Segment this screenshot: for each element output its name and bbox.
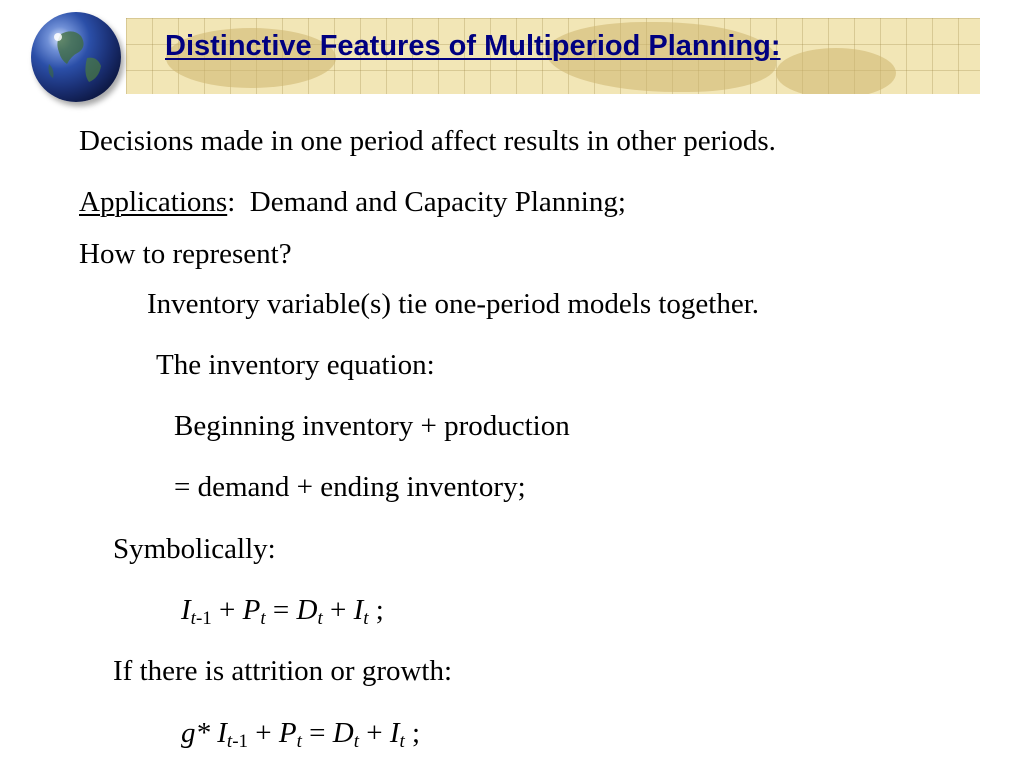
eq2-sub-t: t — [226, 731, 233, 752]
eq2-sub-p: t — [296, 731, 302, 752]
body-line-inventory-equation: The inventory equation: — [156, 349, 435, 381]
applications-text: Demand and Capacity Planning; — [249, 186, 626, 218]
eq1-I-2: I — [353, 594, 364, 626]
eq1-plus-2: + — [322, 594, 354, 626]
eq2-g: g* — [181, 717, 218, 749]
body-line-demand-ending: = demand + ending inventory; — [174, 471, 526, 503]
eq2-D: D — [332, 717, 354, 749]
eq2-I: I — [217, 717, 227, 749]
body-line-inventory-variables: Inventory variable(s) tie one-period models together. — [147, 288, 760, 320]
eq2-plus: + — [248, 717, 279, 749]
eq2-sub-minus-one: -1 — [232, 731, 249, 752]
body-line-how-to-represent: How to represent? — [79, 238, 292, 270]
eq1-sub-minus-one: -1 — [195, 608, 212, 629]
body-line-symbolically: Symbolically: — [113, 533, 276, 565]
applications-colon: : — [227, 186, 236, 218]
eq2-I-2: I — [389, 717, 400, 749]
eq2-semicolon: ; — [404, 717, 421, 749]
inventory-equation-2 — [181, 717, 421, 752]
globe-icon — [31, 12, 121, 102]
body-line-applications — [79, 188, 626, 217]
eq1-sub-d: t — [317, 608, 323, 629]
eq1-I: I — [181, 594, 191, 626]
body-line-beginning-inventory: Beginning inventory + production — [174, 410, 570, 442]
applications-label: Applications — [79, 186, 228, 218]
eq2-equals: = — [301, 717, 333, 749]
eq1-plus: + — [211, 594, 243, 626]
map-landmass — [776, 48, 896, 94]
eq1-equals: = — [265, 594, 297, 626]
body-line-attrition: If there is attrition or growth: — [113, 655, 453, 687]
body-line-decisions: Decisions made in one period affect results in other periods. — [79, 125, 776, 157]
eq1-sub-t: t — [190, 608, 196, 629]
eq1-P: P — [242, 594, 261, 626]
eq2-sub-i: t — [399, 731, 405, 752]
eq1-D: D — [296, 594, 318, 626]
eq2-plus-2: + — [358, 717, 390, 749]
eq1-sub-p: t — [260, 608, 266, 629]
eq2-sub-d: t — [353, 731, 359, 752]
eq1-sub-i: t — [363, 608, 369, 629]
slide-title: Distinctive Features of Multiperiod Planning: — [165, 30, 781, 62]
eq2-P: P — [278, 717, 297, 749]
eq1-semicolon: ; — [368, 594, 384, 626]
globe-land-icon — [31, 12, 121, 102]
inventory-equation-1 — [181, 594, 384, 629]
